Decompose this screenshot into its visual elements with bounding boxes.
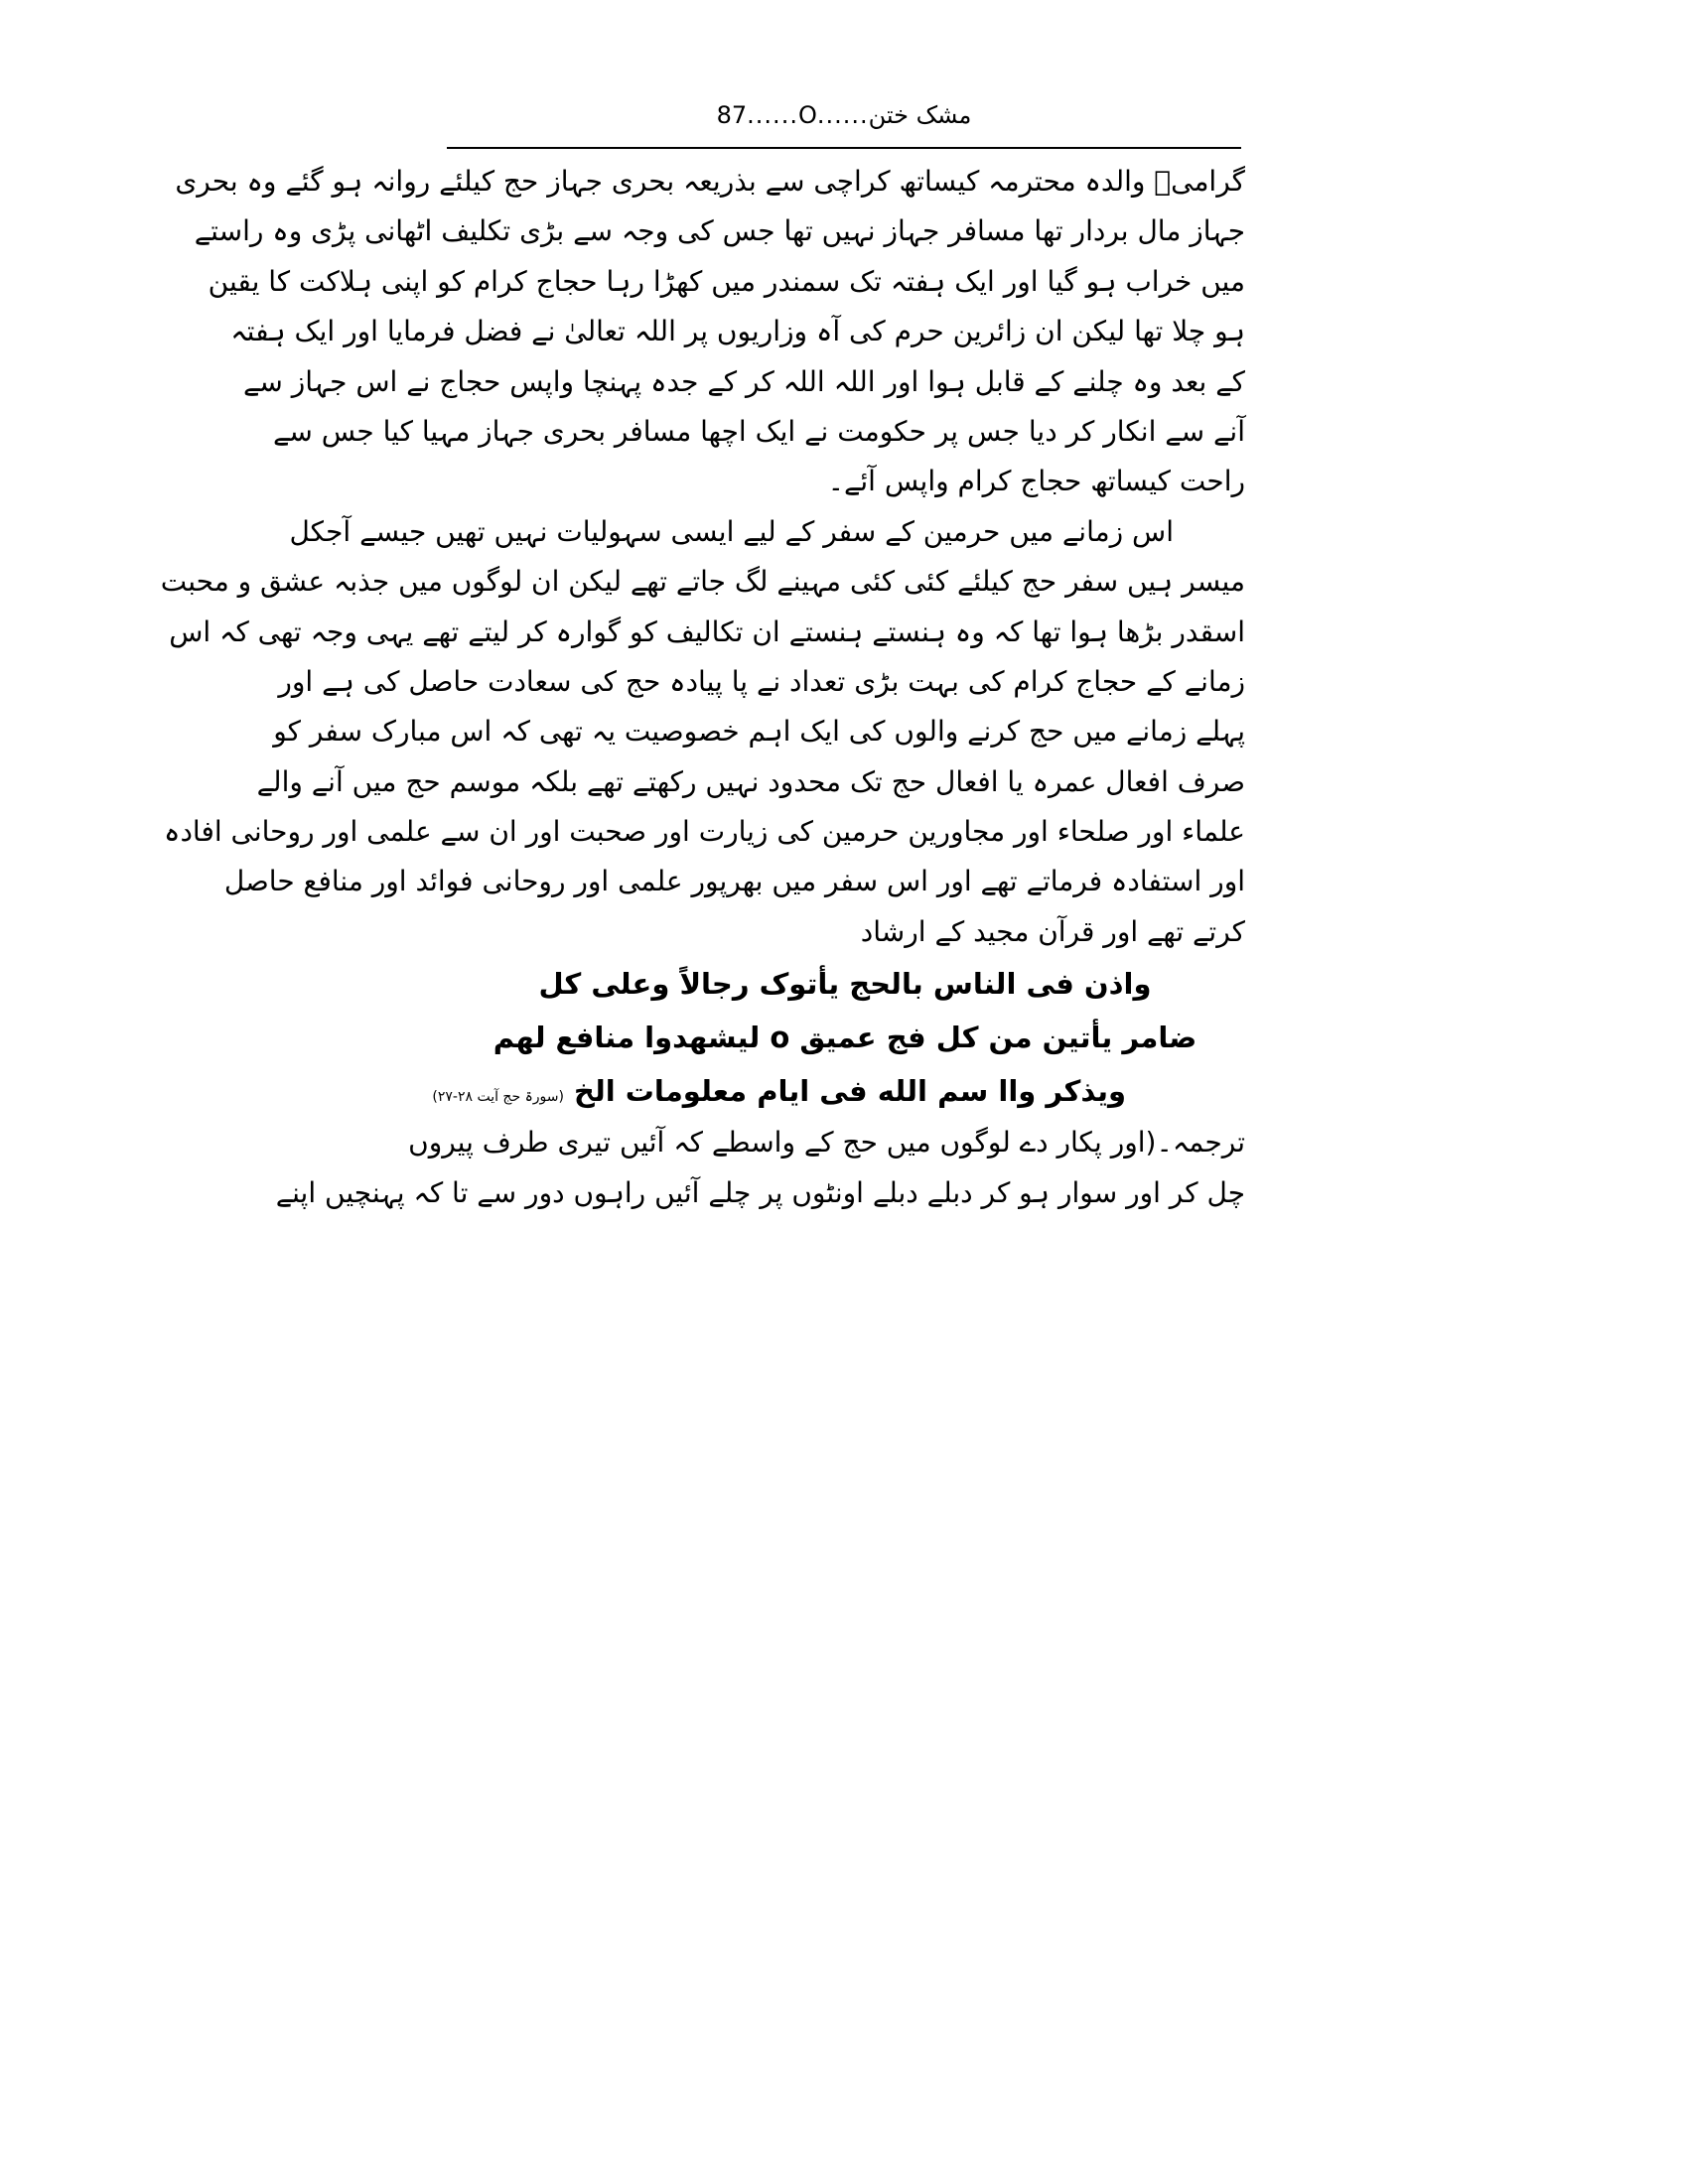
quranic-verse bbox=[432, 957, 1245, 1118]
text-line: پہلے زمانے میں حج کرنے والوں کی ایک اہم خصوصیت یہ تھی کہ اس مبارک سفر کو bbox=[273, 715, 1245, 749]
verse-reference: (سورۃ حج آیت ۲۸-۲۷) bbox=[432, 1089, 564, 1106]
text-line: کے بعد وہ چلنے کے قابل ہوا اور اللہ اللہ کر کے جدہ پہنچا واپس حجاج نے اس جہاز سے bbox=[242, 364, 1245, 398]
verse-line: ضامر یأتین من کل فج عمیق o لیشهدوا منافع لهم bbox=[492, 1021, 1197, 1055]
text-line: علماء اور صلحاء اور مجاورین حرمین کی زیارت اور صحبت اور ان سے علمی اور روحانی افادہ bbox=[164, 815, 1245, 849]
header-rule bbox=[447, 147, 1241, 149]
text-line: اس زمانے میں حرمین کے سفر کے لیے ایسی سہولیات نہیں تھیں جیسے آجکل bbox=[289, 514, 1174, 548]
text-line: ترجمہ۔(اور پکار دے لوگوں میں حج کے واسطے کہ آئیں تیری طرف پیروں bbox=[408, 1126, 1245, 1160]
page-header bbox=[447, 95, 1241, 135]
text-line: زمانے کے حجاج کرام کی بہت بڑی تعداد نے پا پیادہ حج کی سعادت حاصل کی ہے اور bbox=[278, 664, 1245, 698]
text-line: اسقدر بڑھا ہوا تھا کہ وہ ہنستے ہنستے ان تکالیف کو گوارہ کر لیتے تھے یہی وجہ تھی کہ اس bbox=[169, 614, 1245, 648]
paragraph-1 bbox=[175, 157, 1245, 507]
text-line: چل کر اور سوار ہو کر دبلے دبلے اونٹوں پر چلے آئیں راہوں دور سے تا کہ پہنچیں اپنے bbox=[275, 1175, 1245, 1209]
text-line: گرامیؒ والدہ محترمہ کیساتھ کراچی سے بذریعہ بحری جہاز حج کیلئے روانہ ہو گئے وہ بحری bbox=[175, 165, 1245, 198]
translation bbox=[275, 1118, 1245, 1218]
text-line: جہاز مال بردار تھا مسافر جہاز نہیں تھا جس کی وجہ سے بڑی تکلیف اٹھانی پڑی وہ راستے bbox=[194, 214, 1245, 248]
verse-line bbox=[432, 1064, 1245, 1118]
text-line: راحت کیساتھ حجاج کرام واپس آئے۔ bbox=[827, 465, 1245, 498]
verse-text: ویذکر واا سم الله فی ایام معلومات الخ bbox=[573, 1074, 1126, 1109]
paragraph-2 bbox=[160, 507, 1245, 958]
text-line: اور استفادہ فرماتے تھے اور اس سفر میں بھرپور علمی اور روحانی فوائد اور منافع حاصل bbox=[223, 865, 1245, 898]
header-separator: ......O...... bbox=[747, 101, 869, 129]
book-title: مشک ختن bbox=[868, 101, 972, 129]
page-number: 87 bbox=[716, 101, 748, 129]
text-line: آنے سے انکار کر دیا جس پر حکومت نے ایک اچھا مسافر بحری جہاز مہیا کیا جس سے bbox=[272, 414, 1245, 448]
text-line: کرتے تھے اور قرآن مجید کے ارشاد bbox=[860, 914, 1245, 948]
text-line: صرف افعال عمرہ یا افعال حج تک محدود نہیں رکھتے تھے بلکہ موسم حج میں آنے والے bbox=[256, 764, 1245, 798]
text-line: میسر ہیں سفر حج کیلئے کئی کئی مہینے لگ جاتے تھے لیکن ان لوگوں میں جذبہ عشق و محبت bbox=[160, 565, 1245, 599]
text-line: ہو چلا تھا لیکن ان زائرین حرم کی آہ وزاریوں پر اللہ تعالیٰ نے فضل فرمایا اور ایک ہفتہ bbox=[230, 315, 1245, 348]
body-text bbox=[160, 157, 1245, 1218]
text-line: میں خراب ہو گیا اور ایک ہفتہ تک سمندر میں کھڑا رہا حجاج کرام کو اپنی ہلاکت کا یقین bbox=[208, 264, 1245, 298]
verse-line: واذن فی الناس بالحج یأتوک رجالاً وعلی کل bbox=[538, 967, 1152, 1002]
